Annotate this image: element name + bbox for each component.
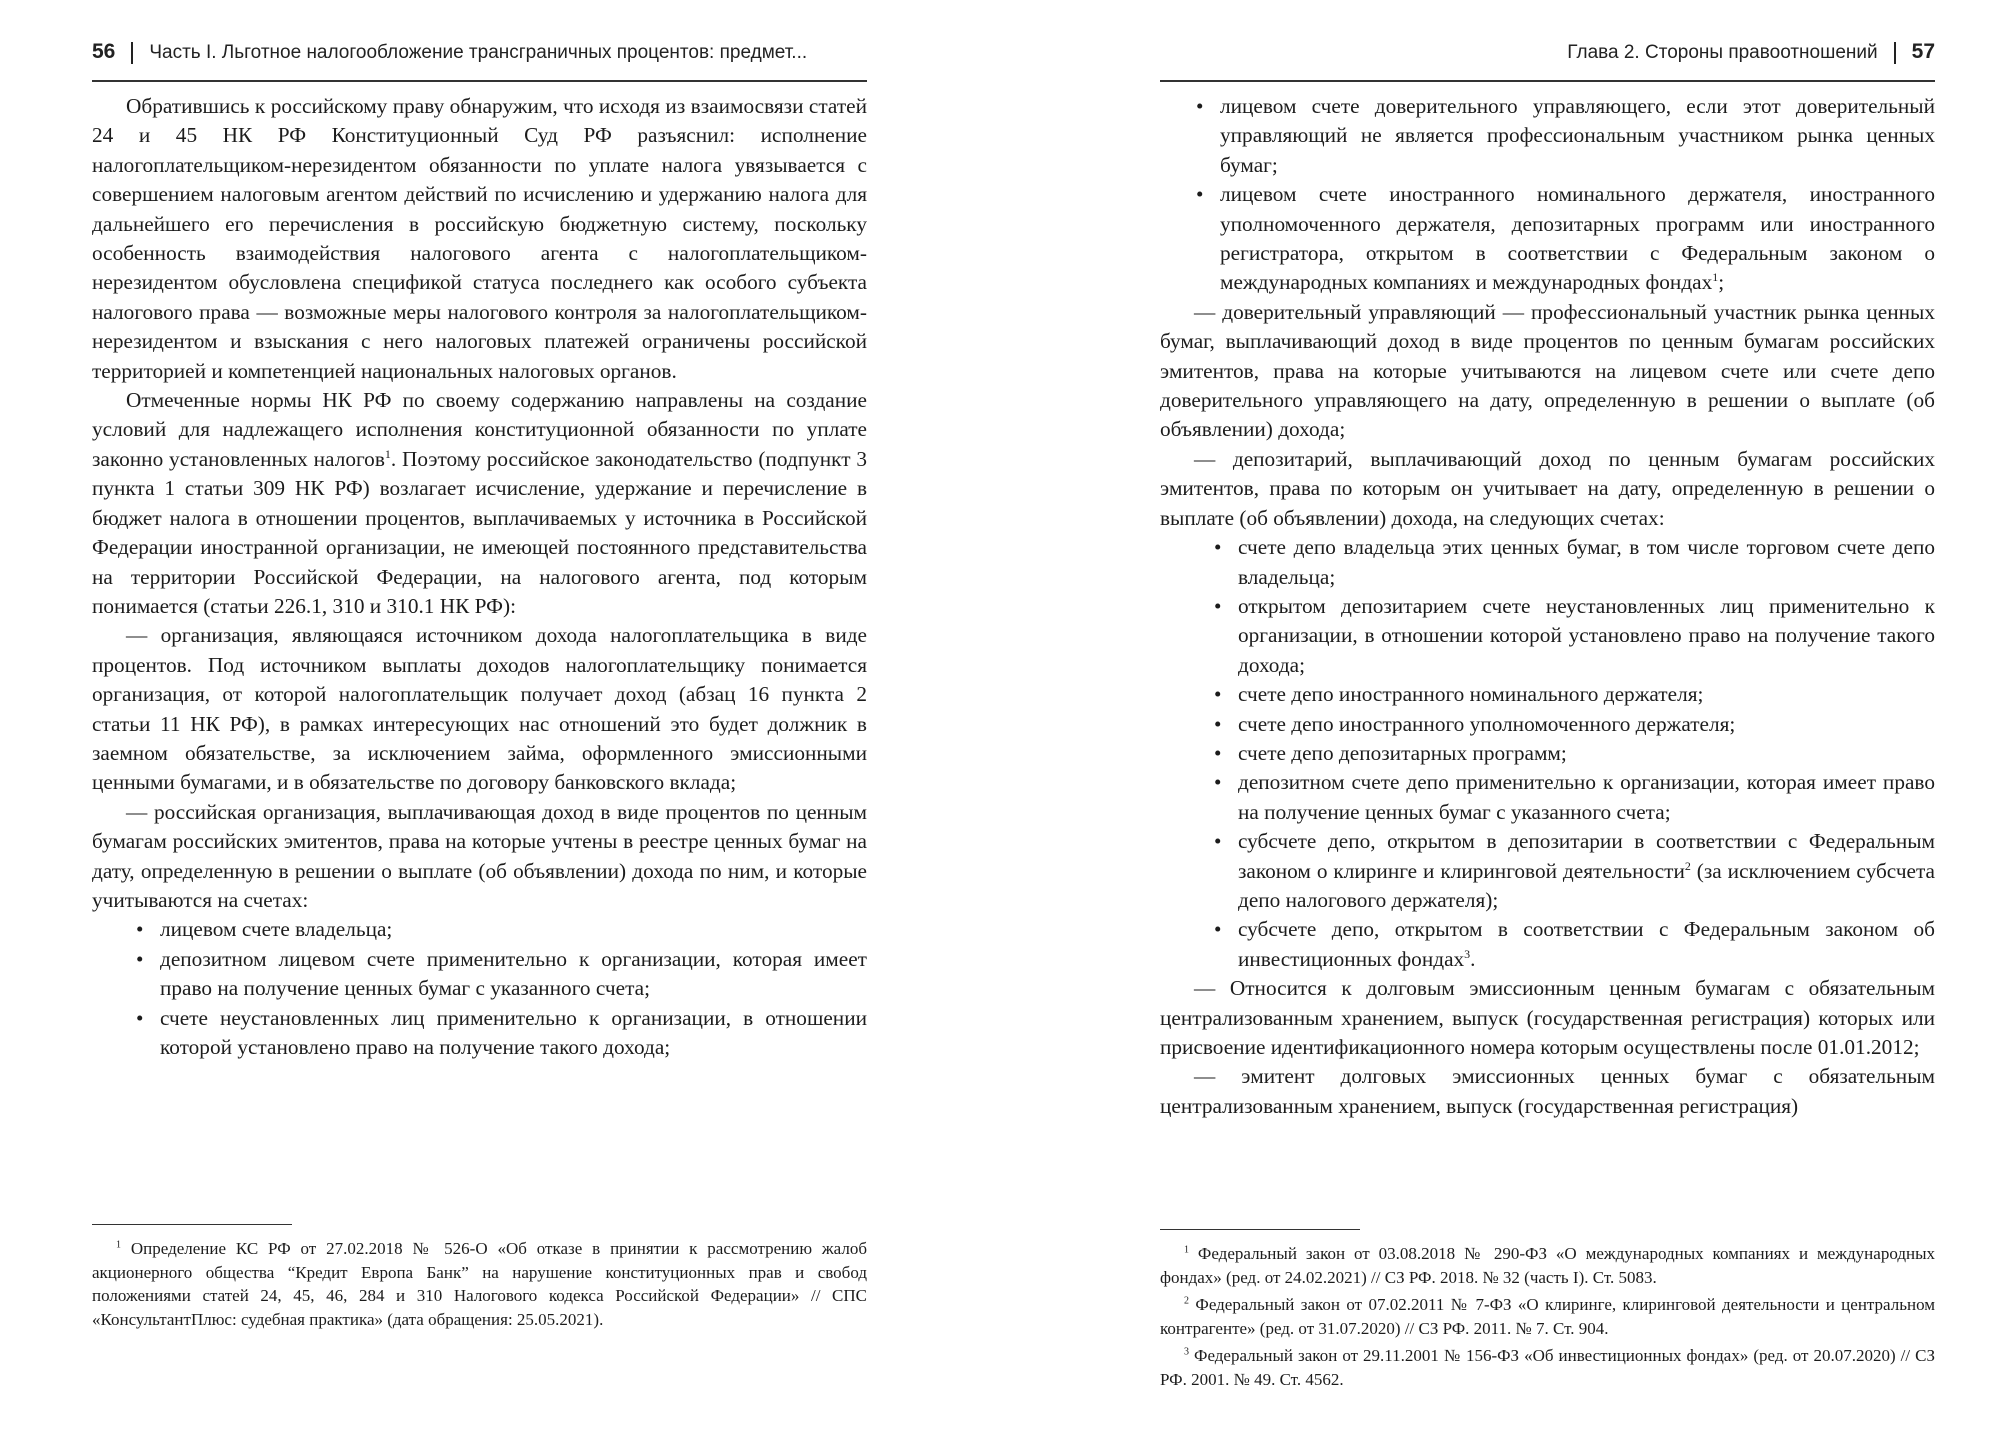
- right-page-body: [1160, 92, 1935, 1207]
- footnotes-left: [92, 1237, 867, 1331]
- list-item-text: (за исключением субсчета депо налогового держателя);: [1238, 858, 1935, 912]
- footnote: [92, 1237, 867, 1331]
- paragraph: [92, 386, 867, 621]
- list-item-text: субсчете депо, открытом в соответствии с Федеральным законом об инвестиционных фондах: [1238, 917, 1935, 971]
- paragraph: — Относится к долговым эмиссионным ценным бумагам с обязательным централизованным хранением, выпуск (государственная регистрация) которых или присвоение идентификационного номера которым осуществлены после 01.01.2012;: [1160, 976, 1935, 1059]
- footnote-divider: [92, 1224, 292, 1225]
- paragraph: — депозитарий, выплачивающий доход по ценным бумагам российских эмитентов, права по которым он учитывает на дату, определенную в решении о выплате (об объявлении) дохода, на следующих счетах:: [1160, 446, 1935, 530]
- list-item-text: .: [1470, 946, 1476, 971]
- footnote-text: Федеральный закон от 29.11.2001 № 156-ФЗ «Об инвестиционных фондах» (ред. от 20.07.2020) // СЗ РФ. 2001. № 49. Ст. 4562.: [1160, 1346, 1935, 1389]
- footnote-mark: 3: [1184, 1346, 1189, 1358]
- list-item: • лицевом счете доверительного управляющего, если этот доверительный управляющий не является профессиональным участником рынка ценных бумаг;: [1194, 92, 1935, 180]
- footnote-ref[interactable]: 1: [384, 446, 391, 461]
- list-item: • счете неустановленных лиц применительно к организации, в отношении которой установлено право на получение такого дохода;: [126, 1004, 867, 1063]
- footnote-mark: 2: [1184, 1295, 1189, 1307]
- page-number-left: 56: [92, 40, 116, 63]
- list-item: [1194, 180, 1935, 298]
- list-item: • открытом депозитарием счете неустановленных лиц применительно к организации, в отношении которой установлено право на получение такого дохода;: [1212, 592, 1935, 680]
- footnote-ref[interactable]: 2: [1684, 858, 1691, 873]
- account-list: [92, 915, 867, 1062]
- right-page: [1160, 40, 1935, 1400]
- footnote: [1160, 1344, 1935, 1391]
- footnote-divider: [1160, 1229, 1360, 1230]
- right-page-header: [1160, 40, 1935, 82]
- header-divider: [1894, 42, 1896, 64]
- list-item: • депозитном лицевом счете применительно к организации, которая имеет право на получение ценных бумаг с указанного счета;: [126, 945, 867, 1004]
- paragraph: — доверительный управляющий — профессиональный участник рынка ценных бумаг, выплачивающий доход в виде процентов по ценным бумагам российских эмитентов, права на которые учитываются на лицевом счете или счете депо доверительного управляющего на дату, определенную в решении о выплате (об объявлении) дохода;: [1160, 299, 1935, 442]
- list-item: • счете депо владельца этих ценных бумаг, в том числе торговом счете депо владельца;: [1212, 533, 1935, 592]
- account-list-continued: [1160, 92, 1935, 298]
- paragraph: — организация, являющаяся источником дохода налогоплательщика в виде процентов. Под источником выплаты доходов налогоплательщику понимается организация, от которой налогоплательщик получает доход (абзац 16 пункта 2 статьи 11 НК РФ), в рамках интересующих нас отношений это будет должник в заемном обязательстве, за исключением займа, оформленного эмиссионными ценными бумагами, и в обязательстве по договору банковского вклада;: [92, 623, 867, 795]
- paragraph: — эмитент долговых эмиссионных ценных бумаг с обязательным централизованным хранением, выпуск (государственная регистрация): [1160, 1064, 1935, 1118]
- list-item: • депозитном счете депо применительно к организации, которая имеет право на получение ценных бумаг с указанного счета;: [1212, 768, 1935, 827]
- list-item-text: ;: [1718, 270, 1725, 295]
- paragraph-text: Отмеченные нормы НК РФ по своему содержанию направлены на создание условий для надлежащего исполнения конституционной обязанности по уплате законно установленных налогов: [92, 388, 867, 471]
- running-title-left: Часть I. Льготное налогообложение трансграничных процентов: предмет...: [149, 42, 808, 63]
- footnote-text: Определение КС РФ от 27.02.2018 № 526-О «Об отказе в принятии к рассмотрению жалоб акционерного общества “Кредит Европа Банк” на нарушение конституционных прав и свобод положениями статей 24, 45, 46, 284 и 310 Налогового кодекса Российской Федерации» // СПС «КонсультантПлюс: судебная практика» (дата обращения: 25.05.2021).: [92, 1239, 868, 1329]
- header-divider: [131, 42, 133, 64]
- list-item-text: лицевом счете иностранного номинального держателя, иностранного уполномоченного держателя, депозитарных программ или иностранного регистратора, открытом в соответствии с Федеральным законом о международных компаниях и международных фондах: [1220, 182, 1935, 295]
- paragraph: Обратившись к российскому праву обнаружим, что исходя из взаимосвязи статей 24 и 45 НК РФ Конституционный Суд РФ разъяснил: исполнение налогоплательщиком-нерезидентом обязанности по уплате налога увязывается с совершением налоговым агентом действий по исчислению и удержанию налога для дальнейшего его перечисления в российскую бюджетную систему, поскольку особенность взаимодействия налогового агента с налогоплательщиком-нерезидентом обусловлена спецификой статуса последнего как особого субъекта налогового права — возможные меры налогового контроля за налогоплательщиком-нерезидентом и взыскания с него налоговых платежей ограничены российской территорией и компетенцией национальных налоговых органов.: [92, 94, 867, 383]
- footnote-ref[interactable]: 3: [1464, 946, 1471, 961]
- depository-accounts-list: [1160, 533, 1935, 974]
- page-number-right: 57: [1911, 40, 1935, 63]
- list-item: • счете депо депозитарных программ;: [1212, 739, 1935, 768]
- list-item: [1212, 915, 1935, 974]
- list-item: • лицевом счете владельца;: [126, 915, 867, 944]
- list-item-text: субсчете депо, открытом в депозитарии в соответствии с Федеральным законом о клиринге и клиринговой деятельности: [1238, 829, 1935, 883]
- list-item: • счете депо иностранного номинального держателя;: [1212, 680, 1935, 709]
- footnote-text: Федеральный закон от 07.02.2011 № 7-ФЗ «О клиринге, клиринговой деятельности и центральном контрагенте» (ред. от 31.07.2020) // СЗ РФ. 2011. № 7. Ст. 904.: [1160, 1295, 1936, 1338]
- paragraph-text: . Поэтому российское законодательство (подпункт 3 пункта 1 статьи 309 НК РФ) возлагает исчисление, удержание и перечисление в бюджет налога в отношении процентов, выплачиваемых у источника в Российской Федерации иностранной организации, не имеющей постоянного представительства на территории Российской Федерации, на налогового агента, под которым понимается (статьи 226.1, 310 и 310.1 НК РФ):: [92, 446, 867, 618]
- footnote: [1160, 1293, 1935, 1340]
- left-page: [92, 40, 867, 1400]
- footnotes-right: [1160, 1242, 1935, 1392]
- list-item: [1212, 827, 1935, 915]
- footnote-text: Федеральный закон от 03.08.2018 № 290-ФЗ «О международных компаниях и международных фондах» (ред. от 24.02.2021) // СЗ РФ. 2018. № 32 (часть I). Ст. 5083.: [1160, 1244, 1935, 1287]
- running-title-right: Глава 2. Стороны правоотношений: [1567, 42, 1878, 63]
- footnote: [1160, 1242, 1935, 1289]
- list-item: • счете депо иностранного уполномоченного держателя;: [1212, 710, 1935, 739]
- paragraph: — российская организация, выплачивающая доход в виде процентов по ценным бумагам российских эмитентов, права на которые учтены в реестре ценных бумаг на дату, определенную в решении о выплате (об объявлении) дохода по ним, и которые учитываются на счетах:: [92, 799, 867, 912]
- left-page-body: [92, 92, 867, 1202]
- footnote-mark: 1: [116, 1239, 121, 1251]
- left-page-header: [92, 40, 867, 82]
- footnote-mark: 1: [1184, 1244, 1189, 1256]
- footnote-ref[interactable]: 1: [1712, 270, 1719, 285]
